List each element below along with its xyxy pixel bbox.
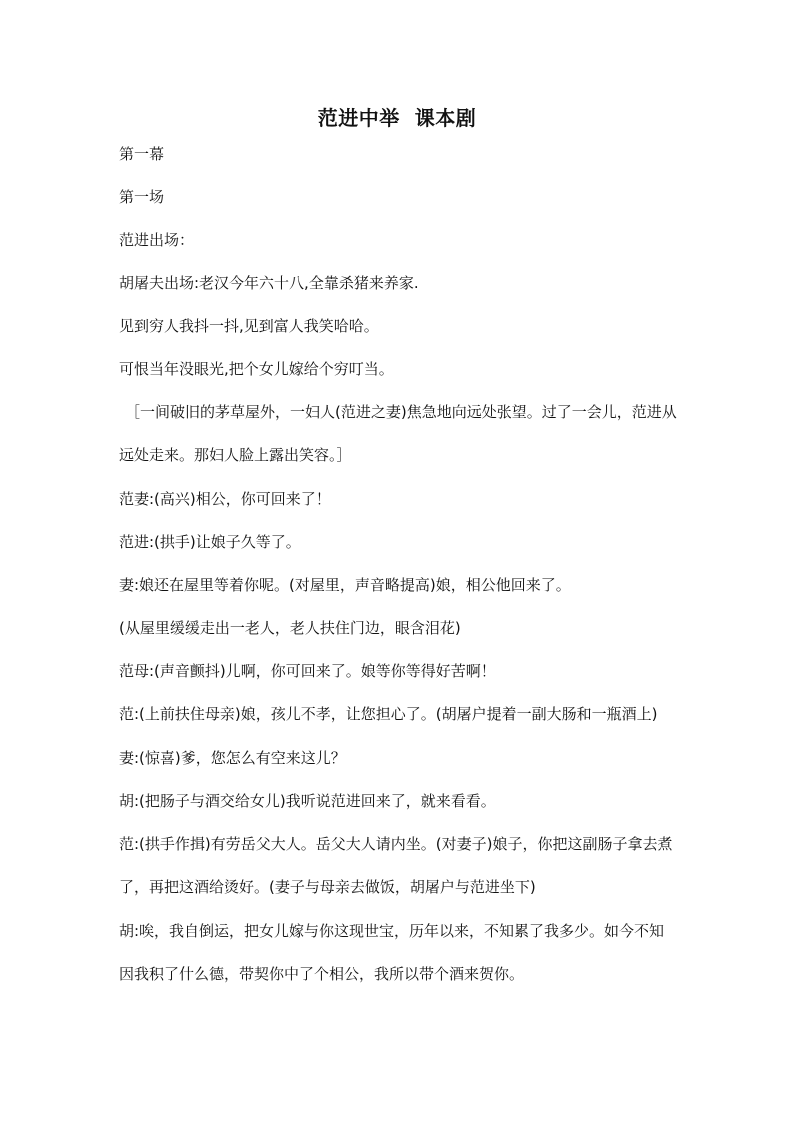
dialogue-line: 妻:(惊喜)爹，您怎么有空来这儿？ [119, 749, 346, 767]
dialogue-line: 范妻:(高兴)相公，你可回来了！ [119, 490, 331, 508]
scene-heading: 第一场 [119, 188, 165, 206]
dialogue-line: 胡:(把肠子与酒交给女儿)我听说范进回来了，就来看看。 [119, 792, 496, 810]
act-heading: 第一幕 [119, 145, 165, 163]
dialogue-line: 范:(拱手作揖)有劳岳父大人。岳父大人请内坐。(对妻子)娘子，你把这副肠子拿去煮了，再把这酒给烫好。(妻子与母亲去做饭，胡屠户与范进坐下) [119, 835, 673, 896]
stage-direction: (从屋里缓缓走出一老人，老人扶住门边，眼含泪花) [119, 619, 461, 637]
dialogue-line: 可恨当年没眼光,把个女儿嫁给个穷叮当。 [119, 360, 394, 378]
dialogue-line: 范母:(声音颤抖)儿啊，你可回来了。娘等你等得好苦啊！ [119, 662, 496, 680]
stage-line: 范进出场： [119, 231, 195, 249]
stage-direction: ［一间破旧的茅草屋外，一妇人(范进之妻)焦急地向远处张望。过了一会儿，范进从远处走来。那妇人脸上露出笑容。］ [119, 403, 677, 464]
dialogue-line: 胡屠夫出场:老汉今年六十八,全靠杀猪来养家. [119, 274, 419, 292]
dialogue-line: 范:(上前扶住母亲)娘，孩儿不孝，让您担心了。(胡屠户提着一副大肠和一瓶酒上) [119, 705, 658, 723]
dialogue-line: 胡:唉，我自倒运，把女儿嫁与你这现世宝，历年以来，不知累了我多少。如今不知因我积了什么德，带契你中了个相公，我所以带个酒来贺你。 [119, 922, 665, 983]
dialogue-line: 范进:(拱手)让娘子久等了。 [119, 533, 301, 551]
page-title: 范进中举 课本剧 [317, 106, 477, 130]
script-body [119, 144, 679, 1008]
dialogue-line: 见到穷人我抖一抖,见到富人我笑哈哈。 [119, 317, 379, 335]
dialogue-line: 妻:娘还在屋里等着你呢。(对屋里，声音略提高)娘，相公他回来了。 [119, 576, 571, 594]
